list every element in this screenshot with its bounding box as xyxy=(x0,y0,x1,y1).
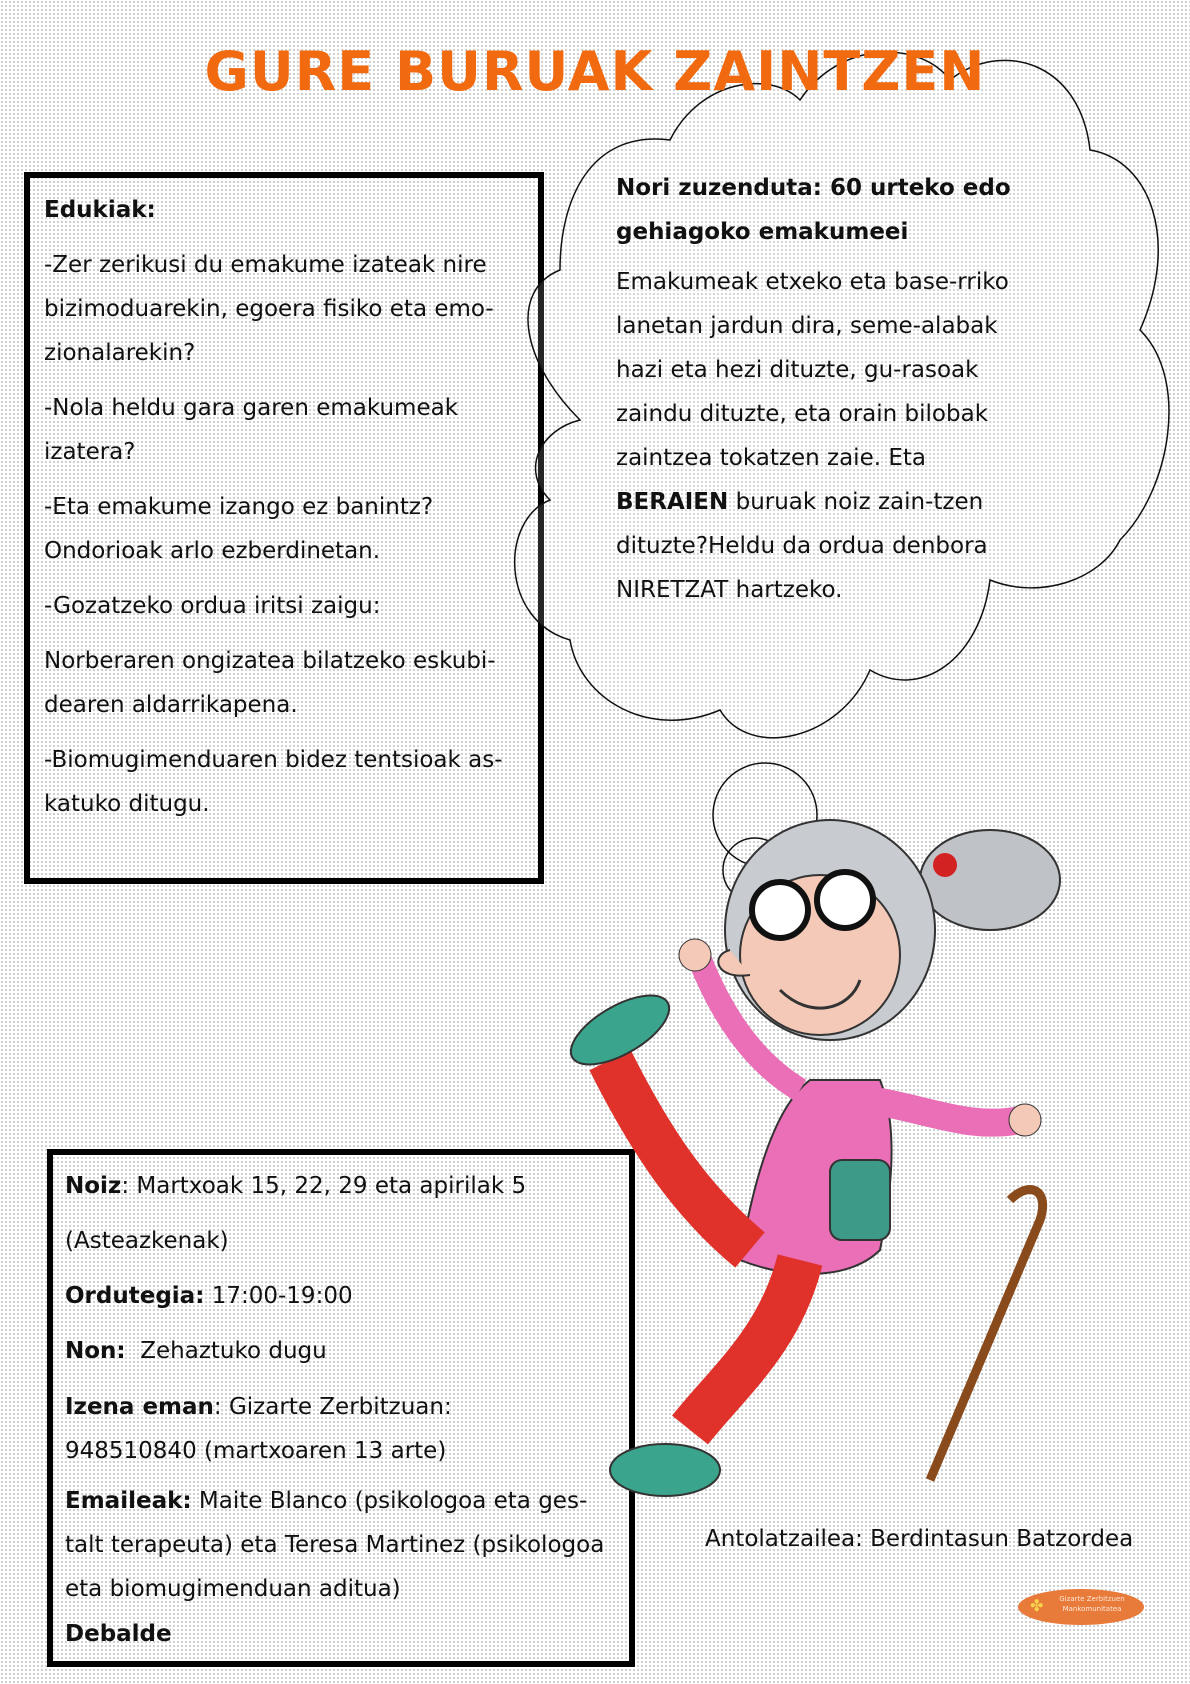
contents-item: -Biomugimenduaren bidez tentsioak as-katuko ditugu. xyxy=(44,747,503,817)
contents-box xyxy=(24,172,544,884)
register-phone: 948510840 (martxoaren 13 arte) xyxy=(65,1438,447,1464)
speakers-label: Emaileak: xyxy=(65,1488,192,1514)
register-value: : Gizarte Zerbitzuan: xyxy=(213,1394,452,1420)
where-value: Zehaztuko dugu xyxy=(125,1338,327,1364)
grandmother-illustration xyxy=(550,780,1130,1520)
audience-body: Emakumeak etxeko eta base-rriko lanetan jardun dira, seme-alabak hazi eta hezi dituzte, gu-rasoak zaindu dituzte, eta orain bilobak zaintzea tokatzen zaie. Eta xyxy=(616,269,1009,471)
when-value: : Martxoak 15, 22, 29 eta apirilak 5 xyxy=(121,1173,527,1199)
contents-item: -Eta emakume izango ez banintz? Ondorioak arlo ezberdinetan. xyxy=(44,494,434,564)
price: Debalde xyxy=(65,1621,172,1647)
contents-heading: Edukiak: xyxy=(44,197,156,223)
contents-item: -Zer zerikusi du emakume izateak nire bizimoduarekin, egoera fisiko eta emo-zionalarekin? xyxy=(44,252,494,366)
when-label: Noiz xyxy=(65,1173,122,1199)
audience-body-end: buruak noiz zain-tzen dituzte?Heldu da ordua denbora NIRETZAT hartzeko. xyxy=(616,489,988,603)
contents-item: -Gozatzeko ordua iritsi zaigu: xyxy=(44,593,381,619)
audience-heading: Nori zuzenduta: 60 urteko edo gehiagoko emakumeei xyxy=(616,175,1011,245)
where-label: Non: xyxy=(65,1338,126,1364)
organizer: Antolatzailea: Berdintasun Batzordea xyxy=(705,1526,1134,1552)
register-label: Izena eman xyxy=(65,1394,214,1420)
organization-logo xyxy=(1018,1589,1144,1625)
page-title: GURE BURUAK ZAINTZEN xyxy=(204,40,986,103)
contents-item: Norberaren ongizatea bilatzeko eskubi-dearen aldarrikapena. xyxy=(44,648,496,718)
event-info-box xyxy=(47,1149,635,1667)
audience-emphasis: BERAIEN xyxy=(616,489,729,515)
clover-icon: ✤ xyxy=(1030,1596,1044,1615)
logo-text: Gizarte Zerbitzuen Mankomunitatea xyxy=(1059,1595,1125,1613)
contents-item: -Nola heldu gara garen emakumeak izatera? xyxy=(44,395,459,465)
audience-text xyxy=(616,166,1016,612)
speakers-value: Maite Blanco (psikologoa eta ges-talt terapeuta) eta Teresa Martinez (psikologoa eta biomugimenduan aditua) xyxy=(65,1488,605,1602)
schedule-label: Ordutegia: xyxy=(65,1283,205,1309)
schedule-value: 17:00-19:00 xyxy=(204,1283,353,1309)
when-days: (Asteazkenak) xyxy=(65,1228,229,1254)
